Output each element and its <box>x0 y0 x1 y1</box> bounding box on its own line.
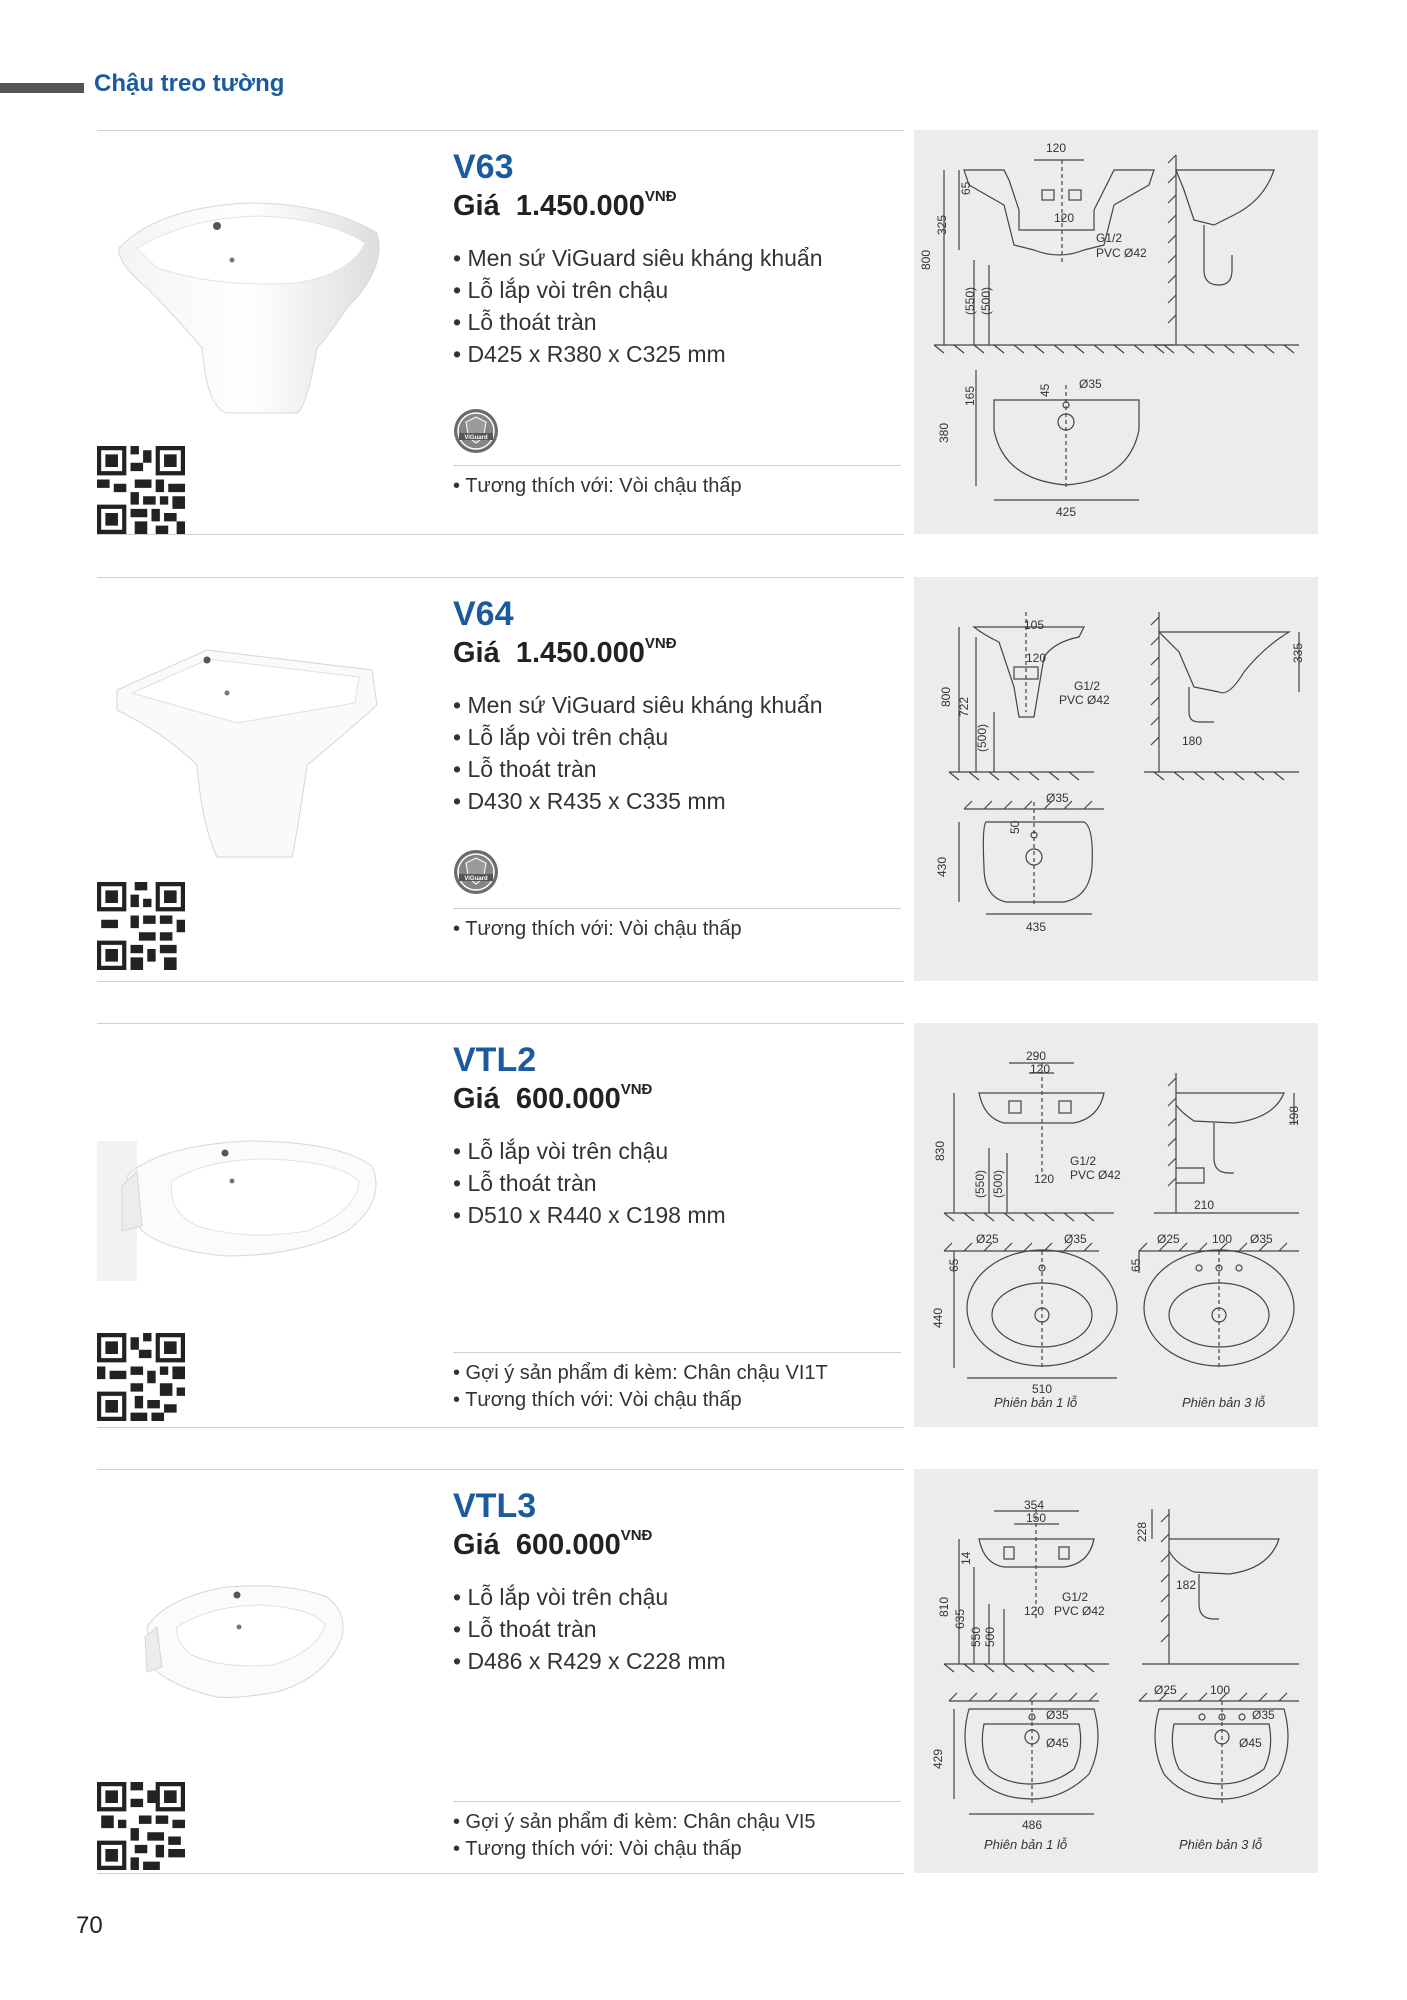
divider <box>453 1352 901 1353</box>
svg-text:G1/2: G1/2 <box>1074 679 1101 693</box>
svg-text:Ø25: Ø25 <box>1157 1232 1180 1246</box>
svg-text:510: 510 <box>1032 1382 1053 1396</box>
svg-text:335: 335 <box>1291 642 1305 663</box>
note-item: • Gợi ý sản phẩm đi kèm: Chân chậu VI5 <box>453 1811 816 1833</box>
divider <box>97 1873 904 1874</box>
feature-item: • D430 x R435 x C335 mm <box>453 788 726 814</box>
feature-list <box>453 1581 726 1677</box>
svg-text:830: 830 <box>933 1140 947 1161</box>
divider <box>97 1469 904 1470</box>
svg-text:G1/2: G1/2 <box>1096 231 1123 245</box>
svg-text:100: 100 <box>1210 1683 1231 1697</box>
svg-text:Phiên bản 3 lỗ: Phiên bản 3 lỗ <box>1182 1395 1266 1410</box>
divider <box>97 1427 904 1428</box>
feature-item: • Lỗ thoát tràn <box>453 756 597 782</box>
feature-item: • Lỗ lắp vòi trên chậu <box>453 724 669 750</box>
feature-item: • D425 x R380 x C325 mm <box>453 341 726 367</box>
feature-item: • Lỗ thoát tràn <box>453 1616 597 1642</box>
svg-text:800: 800 <box>919 249 933 270</box>
feature-item: • Men sứ ViGuard siêu kháng khuẩn <box>453 245 823 271</box>
price-label: Giá <box>453 190 500 222</box>
svg-text:50: 50 <box>1008 820 1022 834</box>
note-item: • Tương thích với: Vòi chậu thấp <box>453 475 742 497</box>
svg-text:290: 290 <box>1026 1049 1047 1063</box>
svg-text:ViGuard: ViGuard <box>464 435 488 441</box>
feature-item: • Lỗ thoát tràn <box>453 309 597 335</box>
divider <box>97 1023 904 1024</box>
product-model: V64 <box>453 595 514 633</box>
svg-text:(500): (500) <box>975 723 989 752</box>
svg-text:722: 722 <box>957 696 971 717</box>
product-card-v64 <box>0 577 1407 1022</box>
qr-code <box>97 882 185 970</box>
svg-text:380: 380 <box>937 422 951 443</box>
product-price <box>453 637 677 670</box>
price-label: Giá <box>453 1083 500 1115</box>
feature-item: • D510 x R440 x C198 mm <box>453 1202 726 1228</box>
svg-text:165: 165 <box>963 385 977 406</box>
price-value: 1.450.000 <box>515 190 645 222</box>
svg-text:Ø35: Ø35 <box>1046 791 1069 805</box>
svg-text:486: 486 <box>1022 1818 1043 1832</box>
feature-list <box>453 689 823 817</box>
divider <box>453 1801 901 1802</box>
svg-text:Phiên bản 1 lỗ: Phiên bản 1 lỗ <box>984 1837 1068 1852</box>
compat-notes <box>453 473 742 500</box>
svg-text:120: 120 <box>1024 1604 1045 1618</box>
feature-list <box>453 1135 726 1231</box>
product-photo-vtl2 <box>97 1041 397 1341</box>
svg-text:810: 810 <box>937 1596 951 1617</box>
price-label: Giá <box>453 637 500 669</box>
compat-notes <box>453 1809 816 1863</box>
divider <box>97 130 904 131</box>
svg-text:120: 120 <box>1054 211 1075 225</box>
qr-code <box>97 1782 185 1870</box>
technical-drawing-vtl2 <box>914 1023 1318 1427</box>
note-item: • Tương thích với: Vòi chậu thấp <box>453 1838 742 1860</box>
product-card-vtl3 <box>0 1469 1407 1914</box>
page-number: 70 <box>76 1912 103 1939</box>
svg-text:325: 325 <box>935 214 949 235</box>
viguard-badge-icon <box>453 408 499 454</box>
svg-text:100: 100 <box>1212 1232 1233 1246</box>
svg-text:65: 65 <box>1129 1258 1143 1272</box>
price-label: Giá <box>453 1529 500 1561</box>
technical-drawing-v64 <box>914 577 1318 981</box>
svg-text:430: 430 <box>935 856 949 877</box>
product-card-v63 <box>0 130 1407 575</box>
product-price <box>453 190 677 223</box>
svg-text:PVC Ø42: PVC Ø42 <box>1096 246 1147 260</box>
svg-text:182: 182 <box>1176 1578 1197 1592</box>
svg-text:65: 65 <box>947 1258 961 1272</box>
divider <box>453 908 901 909</box>
product-photo-v63 <box>97 148 397 448</box>
price-value: 600.000 <box>515 1529 621 1561</box>
svg-text:Ø25: Ø25 <box>976 1232 999 1246</box>
divider <box>453 465 901 466</box>
svg-text:(550): (550) <box>973 1169 987 1198</box>
feature-item: • Lỗ lắp vòi trên chậu <box>453 1138 669 1164</box>
price-value: 1.450.000 <box>515 637 645 669</box>
svg-text:198: 198 <box>1287 1105 1301 1126</box>
svg-text:65: 65 <box>959 181 973 195</box>
section-accent-bar <box>0 83 84 93</box>
currency: VNĐ <box>644 188 677 206</box>
svg-text:120: 120 <box>1030 1062 1051 1076</box>
feature-item: • Lỗ lắp vòi trên chậu <box>453 277 669 303</box>
svg-text:G1/2: G1/2 <box>1062 1590 1089 1604</box>
currency: VNĐ <box>620 1527 653 1545</box>
feature-item: • Lỗ lắp vòi trên chậu <box>453 1584 669 1610</box>
svg-text:228: 228 <box>1135 1521 1149 1542</box>
section-title: Chậu treo tường <box>94 70 285 97</box>
note-item: • Tương thích với: Vòi chậu thấp <box>453 1389 742 1411</box>
svg-text:429: 429 <box>931 1748 945 1769</box>
svg-text:14: 14 <box>959 1551 973 1565</box>
svg-text:120: 120 <box>1046 141 1067 155</box>
divider <box>97 534 904 535</box>
svg-text:500: 500 <box>983 1626 997 1647</box>
svg-text:ViGuard: ViGuard <box>464 876 488 882</box>
svg-text:210: 210 <box>1194 1198 1215 1212</box>
feature-item: • D486 x R429 x C228 mm <box>453 1648 726 1674</box>
product-model: VTL2 <box>453 1041 537 1079</box>
svg-text:Ø45: Ø45 <box>1239 1736 1262 1750</box>
feature-item: • Lỗ thoát tràn <box>453 1170 597 1196</box>
svg-text:105: 105 <box>1024 618 1045 632</box>
svg-text:435: 435 <box>1026 920 1047 934</box>
svg-text:425: 425 <box>1056 505 1077 519</box>
viguard-badge-icon <box>453 849 499 895</box>
qr-code <box>97 1333 185 1421</box>
svg-text:PVC Ø42: PVC Ø42 <box>1070 1168 1121 1182</box>
svg-text:Ø35: Ø35 <box>1046 1708 1069 1722</box>
svg-text:Ø35: Ø35 <box>1064 1232 1087 1246</box>
svg-text:Ø45: Ø45 <box>1046 1736 1069 1750</box>
svg-text:PVC Ø42: PVC Ø42 <box>1059 693 1110 707</box>
note-item: • Gợi ý sản phẩm đi kèm: Chân chậu VI1T <box>453 1362 828 1384</box>
product-model: VTL3 <box>453 1487 537 1525</box>
divider <box>97 981 904 982</box>
svg-text:635: 635 <box>953 1608 967 1629</box>
svg-text:Phiên bản 1 lỗ: Phiên bản 1 lỗ <box>994 1395 1078 1410</box>
svg-text:PVC Ø42: PVC Ø42 <box>1054 1604 1105 1618</box>
price-value: 600.000 <box>515 1083 621 1115</box>
svg-text:Ø35: Ø35 <box>1252 1708 1275 1722</box>
product-photo-vtl3 <box>97 1487 397 1787</box>
svg-text:440: 440 <box>931 1307 945 1328</box>
svg-text:120: 120 <box>1026 651 1047 665</box>
svg-text:180: 180 <box>1182 734 1203 748</box>
svg-text:150: 150 <box>1026 1511 1047 1525</box>
note-item: • Tương thích với: Vòi chậu thấp <box>453 918 742 940</box>
svg-text:45: 45 <box>1038 383 1052 397</box>
divider <box>97 577 904 578</box>
product-card-vtl2 <box>0 1023 1407 1468</box>
svg-text:Ø25: Ø25 <box>1154 1683 1177 1697</box>
svg-text:G1/2: G1/2 <box>1070 1154 1097 1168</box>
product-price <box>453 1529 652 1562</box>
feature-item: • Men sứ ViGuard siêu kháng khuẩn <box>453 692 823 718</box>
svg-text:354: 354 <box>1024 1498 1045 1512</box>
technical-drawing-vtl3 <box>914 1469 1318 1873</box>
svg-text:(500): (500) <box>991 1169 1005 1198</box>
compat-notes <box>453 1360 828 1414</box>
currency: VNĐ <box>620 1081 653 1099</box>
svg-text:120: 120 <box>1034 1172 1055 1186</box>
svg-text:Ø35: Ø35 <box>1079 377 1102 391</box>
svg-text:(500): (500) <box>979 286 993 315</box>
svg-text:550: 550 <box>969 1626 983 1647</box>
product-photo-v64 <box>97 595 397 895</box>
svg-text:(550): (550) <box>963 286 977 315</box>
currency: VNĐ <box>644 635 677 653</box>
svg-text:Ø35: Ø35 <box>1250 1232 1273 1246</box>
compat-notes <box>453 916 742 943</box>
qr-code <box>97 446 185 534</box>
product-model: V63 <box>453 148 514 186</box>
technical-drawing-v63 <box>914 130 1318 534</box>
product-price <box>453 1083 652 1116</box>
svg-text:Phiên bản 3 lỗ: Phiên bản 3 lỗ <box>1179 1837 1263 1852</box>
svg-text:800: 800 <box>939 686 953 707</box>
feature-list <box>453 242 823 370</box>
